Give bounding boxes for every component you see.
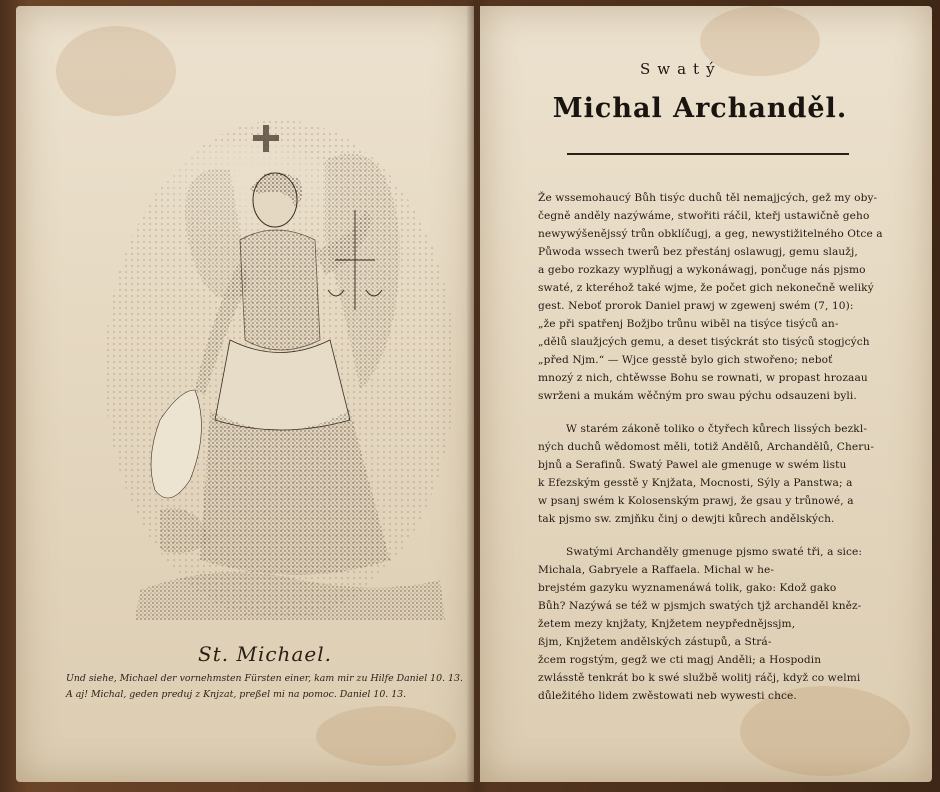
text-line: Swatými Archanděly gmenuge pjsmo swaté tři, a sice:	[566, 546, 863, 558]
text-line: W starém zákoně toliko o čtyřech kůrech lissých bezkl-	[566, 423, 867, 435]
text-line: a gebo rozkazy wyplňugj a wykonáwagj, pončuge nás pjsmo	[538, 264, 866, 276]
text-line: žcem rogstým, gegž we cti magj Anděli; a Hospodin	[538, 654, 822, 666]
text-line: důležitého lidem zwěstowati neb wywesti chce.	[538, 690, 797, 702]
text-line: zwlásstě tenkrát bo k swé službě wolitj ráčj, když co welmi	[538, 672, 861, 684]
text-line: čegně anděly nazýwáme, stwořiti ráčil, kteřj ustawičně geho	[538, 210, 870, 222]
text-line: Půwoda wssech twerů bez přestánj oslawugj, gemu slaužj,	[538, 246, 858, 258]
title-rule	[567, 153, 849, 155]
text-line: „že při spatřenj Božjbo trůnu wiběl na tisýce tisýců an-	[538, 318, 839, 330]
plate-caption-line-czech: A aj! Michal, geden preduj z Knjzat, preßel mi na pomoc. Daniel 10. 13.	[66, 689, 407, 700]
text-line: gest. Neboť prorok Daniel prawj w zgewenj swém (7, 10):	[538, 300, 854, 312]
text-line: žetem mezy knjžaty, Knjžetem neypřednějssjm,	[538, 618, 796, 630]
text-line: swrženi a mukám wěčným pro swau pýchu odsauzeni byli.	[538, 390, 857, 402]
text-line: newywýšenějssý trůn obklíčugj, a geg, newystižitelného Otce a	[538, 228, 883, 240]
text-line: bjnů a Serafinů. Swatý Pawel ale gmenuge w swém listu	[538, 459, 847, 471]
plate-caption-line-german: Und siehe, Michael der vornehmsten Fürsten einer, kam mir zu Hilfe Daniel 10. 13.	[66, 673, 463, 684]
page-supertitle: Swatý	[640, 60, 722, 78]
text-line: „před Njm.“ — Wjce gesstě bylo gich stwořeno; neboť	[538, 354, 833, 366]
text-line: w psanj swém k Kolosenským prawj, že gsau y trůnowé, a	[538, 495, 854, 507]
text-line: Michala, Gabryele a Raffaela. Michal w he-	[538, 564, 775, 576]
st-michael-engraving	[100, 90, 460, 640]
text-line: Bůh? Nazýwá se též w pjsmjch swatých tjž archanděl kněz-	[538, 600, 862, 612]
text-line: mnozý z nich, chtěwsse Bohu se rownati, w propast hrozaau	[538, 372, 868, 384]
text-line: swaté, z kteréhož také wjme, že počet gich nekonečně weliký	[538, 282, 874, 294]
plate-caption-title: St. Michael.	[198, 642, 332, 666]
text-line: ných duchů wědomost měli, totiž Andělů, Archandělů, Cheru-	[538, 441, 875, 453]
text-line: k Efezským gesstě y Knjžata, Mocnosti, Sýly a Panstwa; a	[538, 477, 853, 489]
text-line: ßjm, Knjžetem andělských zástupů, a Strá-	[538, 636, 772, 648]
text-line: brejstém gazyku wyznamenáwá tolik, gako: Kdož gako	[538, 582, 837, 594]
page-title: Michal Archanděl.	[552, 93, 848, 124]
text-line: tak pjsmo sw. zmjňku činj o dewjti kůrech andělských.	[538, 513, 835, 525]
text-line: „dělů slaužjcých gemu, a deset tisýckrát sto tisýců stogjcých	[538, 336, 870, 348]
text-line: Že wssemohaucý Bůh tisýc duchů těl nemajjcých, gež my oby-	[538, 192, 878, 204]
